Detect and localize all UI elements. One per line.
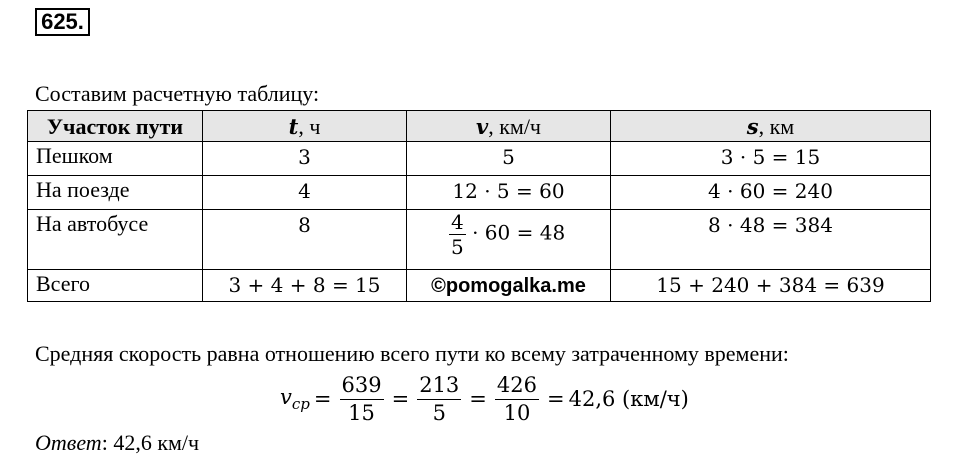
answer-label: Ответ [35, 430, 102, 455]
row-time: 3 [203, 142, 407, 176]
average-speed-formula: $v_{ср}$ = $\frac{639}{15}$ = $\frac{213}{5}$ = $\frac{426}{10}$ = 42,6 (км/ч) [280, 372, 689, 425]
watermark-text: ©pomogalka.me [431, 275, 586, 297]
row-speed: 12 · 5 = 60 [407, 176, 611, 210]
row-time: 8 [203, 210, 407, 270]
header-distance: s, км [611, 111, 931, 142]
header-time: t, ч [203, 111, 407, 142]
formula-fraction: $\frac{426}{10}$ [496, 372, 537, 425]
table-row [28, 270, 931, 302]
formula-lhs: $v_{ср}$ [280, 384, 310, 414]
formula-fraction: $\frac{639}{15}$ [341, 372, 382, 425]
row-name: На поезде [28, 176, 203, 210]
watermark-cell [407, 270, 611, 302]
header-segment: Участок пути [28, 111, 203, 142]
calculation-table [27, 110, 931, 302]
header-speed: v, км/ч [407, 111, 611, 142]
row-distance: 15 + 240 + 384 = 639 [611, 270, 931, 302]
row-name: Пешком [28, 142, 203, 176]
problem-number: 625. [35, 8, 90, 36]
table-row [28, 210, 931, 270]
row-speed: $\frac{4}{5}$ · 60 = 48 [407, 210, 611, 270]
table-row [28, 176, 931, 210]
formula-fraction: $\frac{213}{5}$ [419, 372, 460, 425]
row-name: На автобусе [28, 210, 203, 270]
speed-fraction: $\frac{4}{5}$ [451, 210, 464, 259]
row-name: Всего [28, 270, 203, 302]
row-distance: 3 · 5 = 15 [611, 142, 931, 176]
row-time: 4 [203, 176, 407, 210]
table-header-row [28, 111, 931, 142]
row-time: 3 + 4 + 8 = 15 [203, 270, 407, 302]
row-speed: 5 [407, 142, 611, 176]
table-row [28, 142, 931, 176]
statement-text: Средняя скорость равна отношению всего пути ко всему затраченному времени: [35, 341, 789, 366]
answer-value: 42,6 км/ч [113, 430, 200, 455]
row-distance: 4 · 60 = 240 [611, 176, 931, 210]
formula-result: 42,6 (км/ч) [568, 387, 689, 411]
intro-text: Составим расчетную таблицу: [35, 81, 320, 106]
answer-line: Ответ: 42,6 км/ч [35, 430, 200, 455]
row-distance: 8 · 48 = 384 [611, 210, 931, 270]
